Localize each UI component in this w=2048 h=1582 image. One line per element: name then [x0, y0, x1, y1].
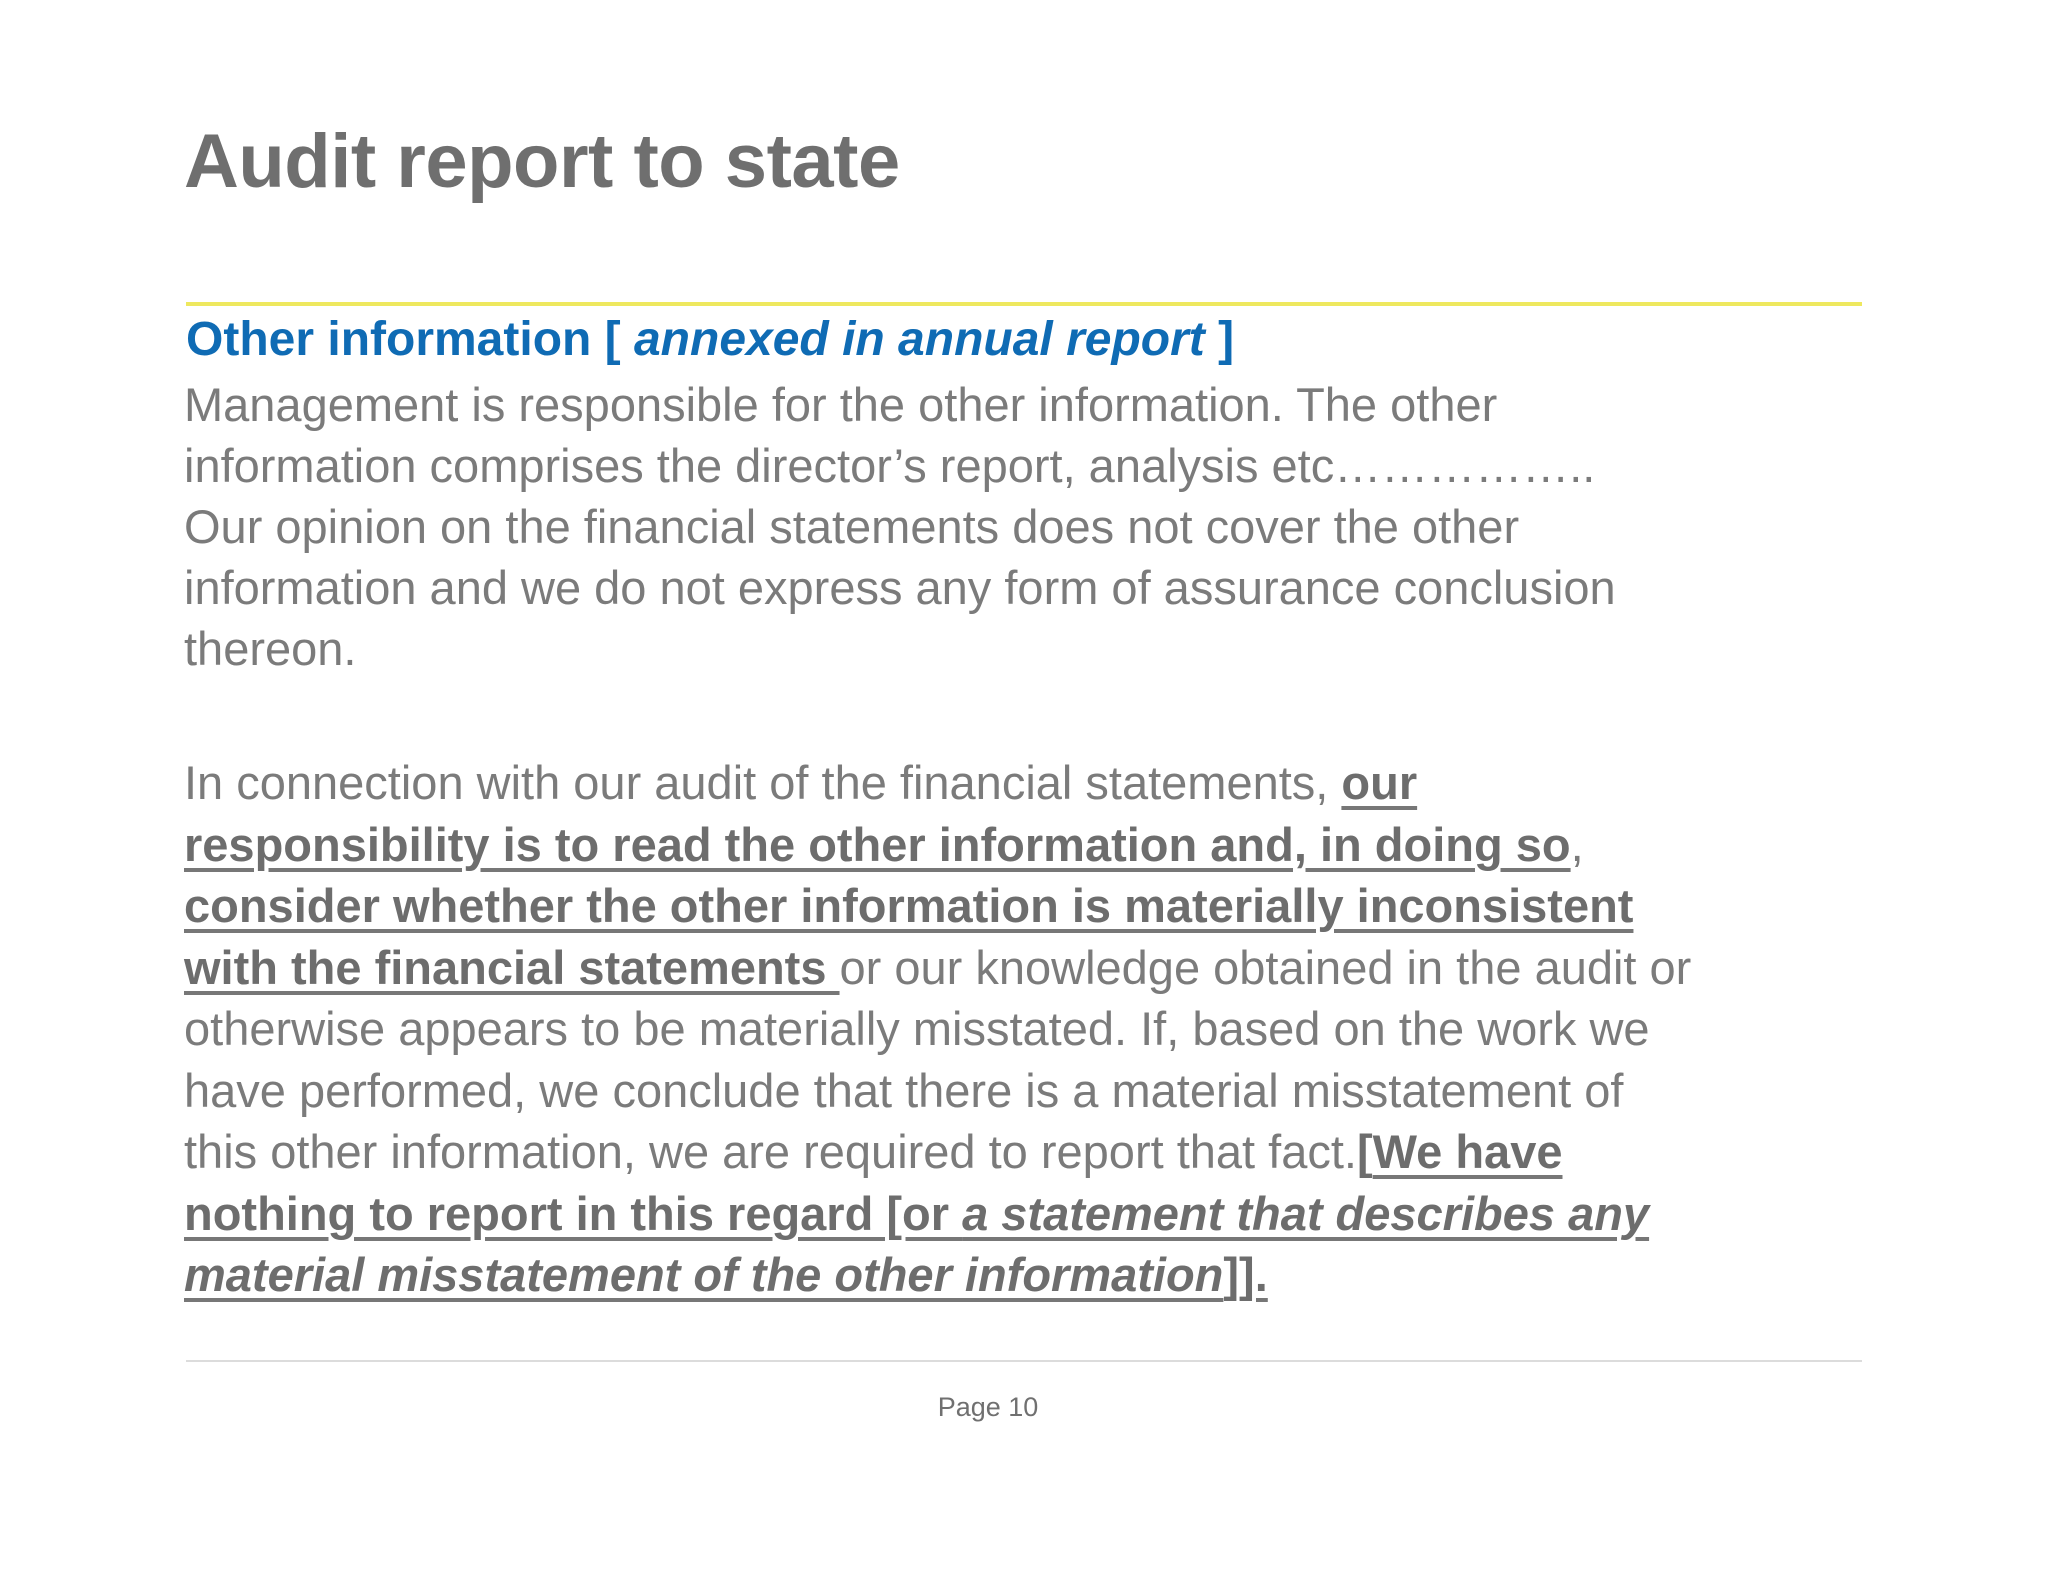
paragraph-line [184, 1244, 1904, 1306]
slide-title: Audit report to state [184, 119, 900, 204]
paragraph-management-responsibility [184, 374, 1904, 679]
emphasized-text: nothing to report in this regard [or [184, 1186, 963, 1240]
paragraph-line: Management is responsible for the other information. The other [184, 378, 1498, 431]
emphasized-text: with the financial statements [184, 940, 840, 994]
section-heading-tail: ] [1204, 313, 1235, 366]
paragraph-line [184, 875, 1904, 937]
paragraph-line: information comprises the director’s report, analysis etc…………….. [184, 439, 1596, 492]
plain-text: , [1570, 817, 1584, 871]
emphasized-text: responsibility is to read the other information and, in doing so [184, 817, 1571, 871]
paragraph-line [184, 752, 1904, 814]
title-divider [186, 302, 1862, 306]
emphasized-text: consider whether the other information is materially inconsistent [184, 879, 1634, 932]
emphasized-text: ]]. [1223, 1248, 1268, 1301]
section-heading-emphasis: annexed in annual report [633, 313, 1205, 366]
paragraph-line: information and we do not express any form of assurance conclusion [184, 561, 1616, 614]
paragraph-line [184, 1183, 1904, 1245]
paragraph-line: Our opinion on the financial statements does not cover the other [184, 500, 1520, 553]
paragraph-line [184, 937, 1904, 999]
emphasized-italic-text: material misstatement of the other information [184, 1248, 1224, 1301]
emphasized-text: our [1341, 756, 1418, 809]
section-heading-lead: Other information [ [186, 313, 634, 366]
plain-text: or our knowledge obtained in the audit or [839, 940, 1692, 994]
paragraph-line [184, 1121, 1904, 1183]
paragraph-line: otherwise appears to be materially misstated. If, based on the work we [184, 1002, 1650, 1055]
emphasized-italic-text: a statement that describes any [962, 1186, 1650, 1240]
page-number: Page 10 [937, 1392, 1039, 1422]
paragraph-line: have performed, we conclude that there is a material misstatement of [184, 1063, 1624, 1117]
bracket-text: [ [1356, 1125, 1373, 1178]
emphasized-text: We have [1372, 1125, 1563, 1178]
paragraph-line: thereon. [184, 622, 357, 675]
footer-divider [186, 1360, 1862, 1362]
paragraph-auditor-responsibility [184, 752, 1904, 1306]
plain-text: In connection with our audit of the financial statements, [184, 756, 1342, 809]
paragraph-line [184, 814, 1904, 876]
plain-text: this other information, we are required to report that fact. [184, 1125, 1357, 1178]
section-heading [186, 312, 1234, 367]
